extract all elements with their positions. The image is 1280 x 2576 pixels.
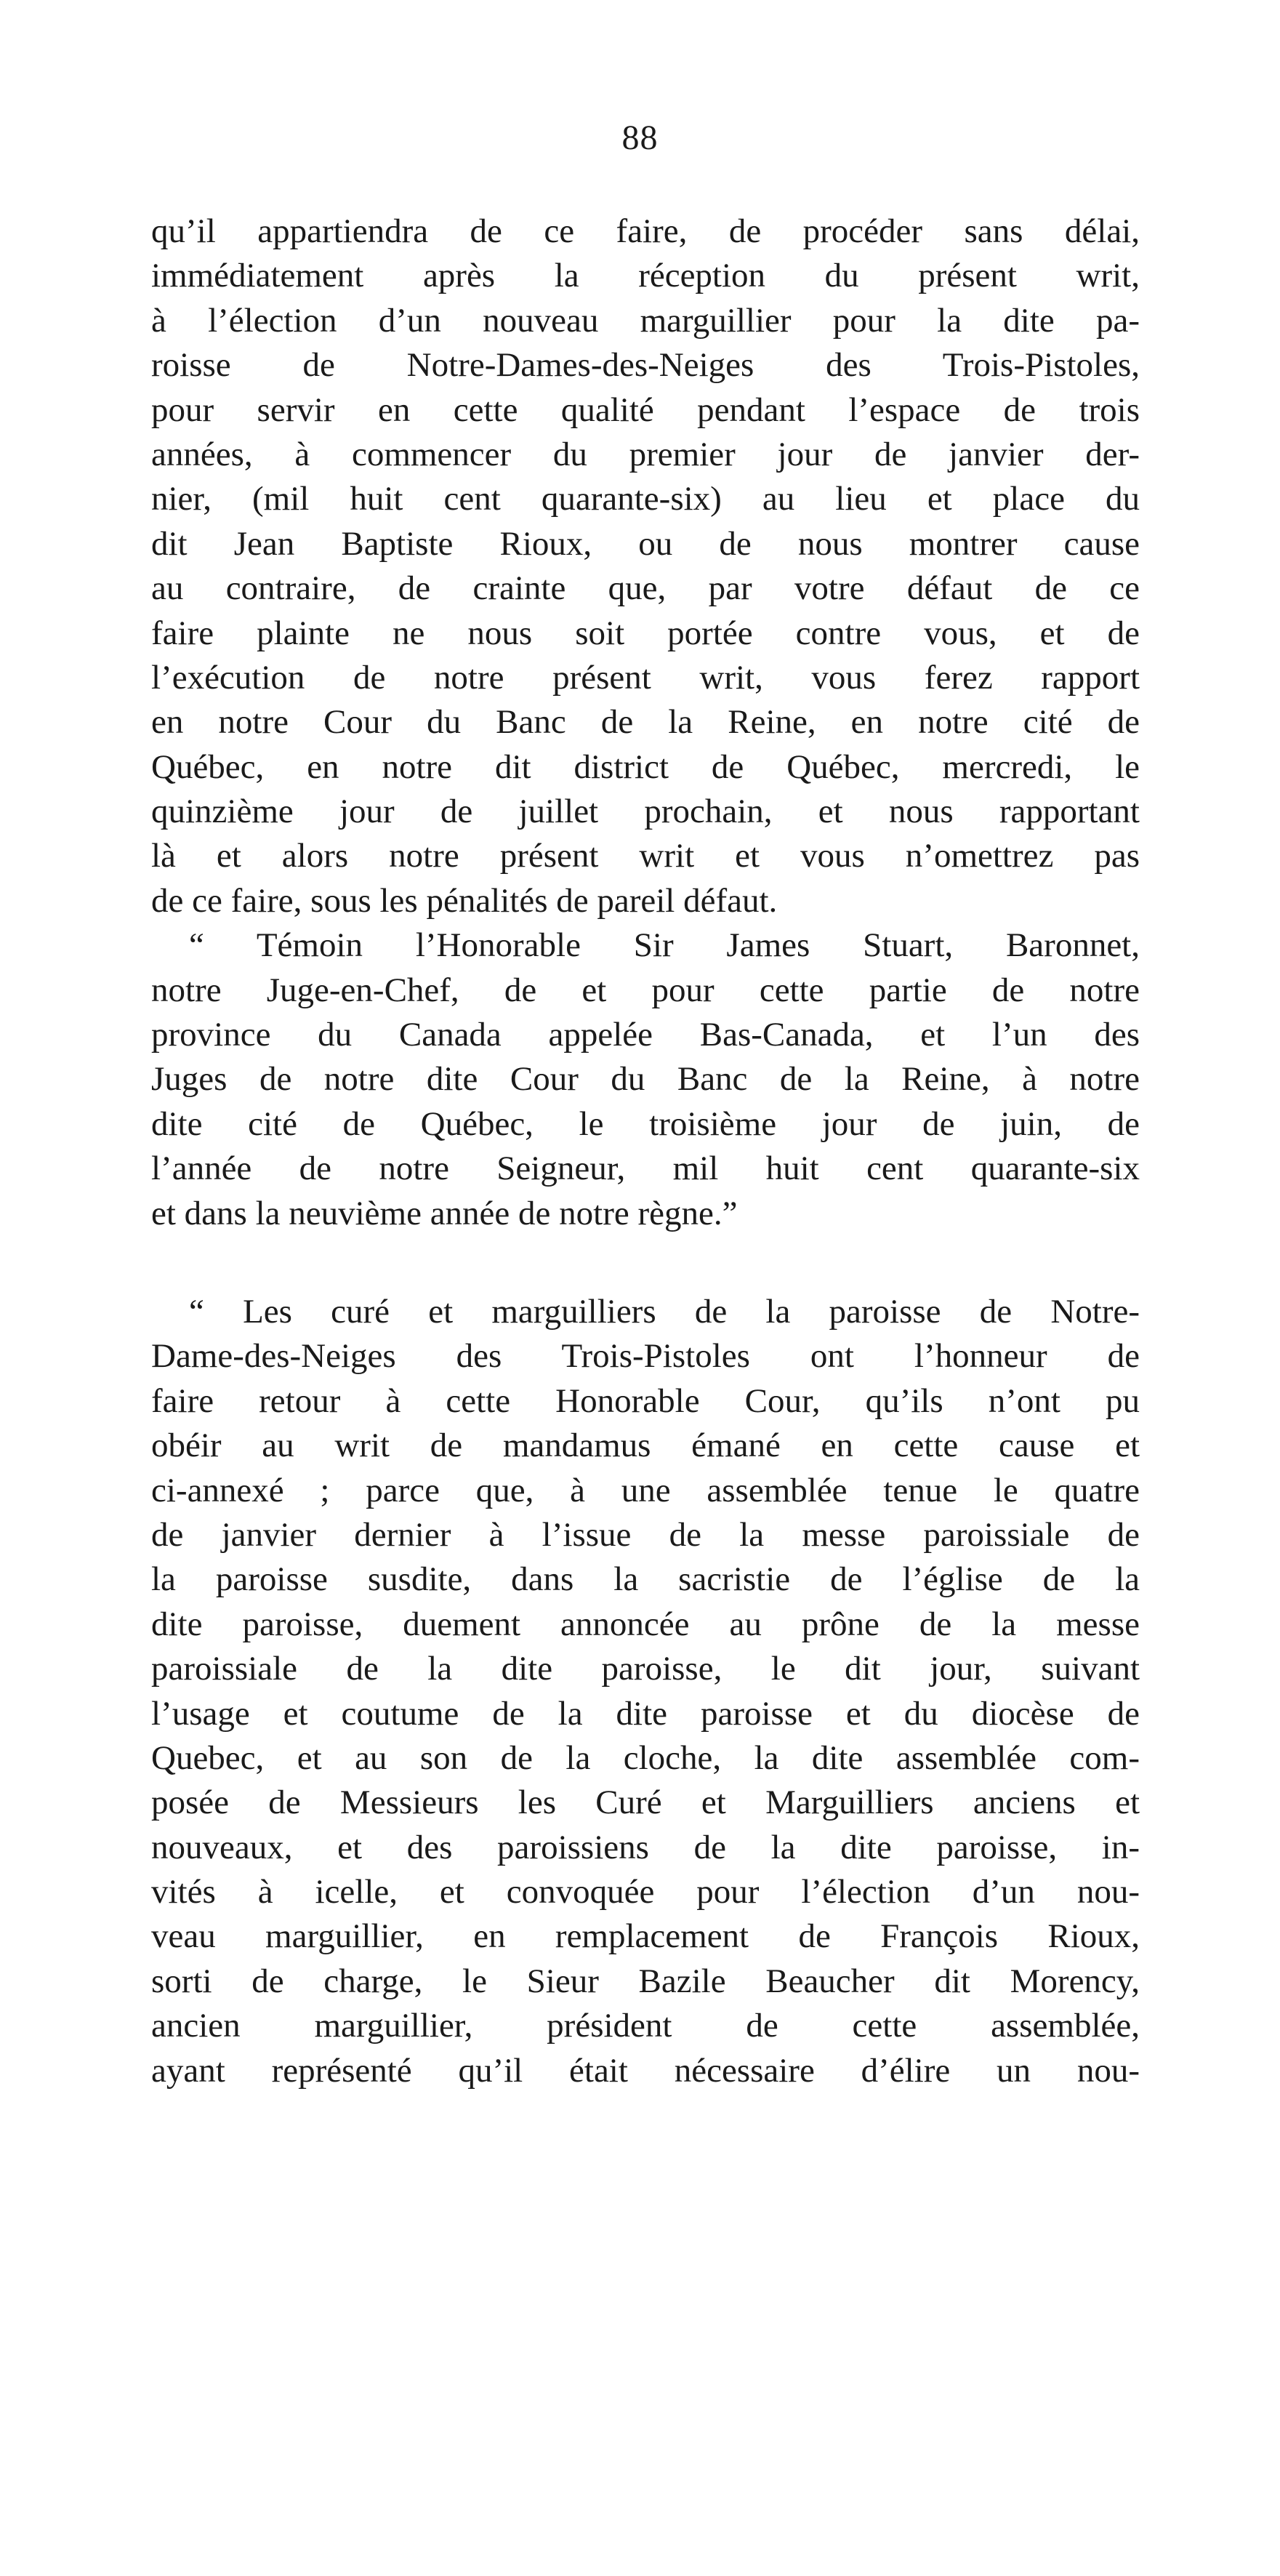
text-line: nier, (mil huit cent quarante-six) au lieu et place du (151, 480, 1140, 518)
text-line: dit Jean Baptiste Rioux, ou de nous montrer cause (151, 524, 1140, 563)
text-line: dite cité de Québec, le troisième jour de juin, de (151, 1104, 1140, 1143)
text-line: ancien marguillier, président de cette assemblée, (151, 2007, 1140, 2045)
text-line: province du Canada appelée Bas-Canada, et l’un des (151, 1016, 1140, 1054)
text-block-lower (151, 1290, 1140, 2093)
text-line: qu’il appartiendra de ce faire, de procéder sans délai, (151, 212, 1140, 250)
text-line: obéir au writ de mandamus émané en cette cause et (151, 1427, 1140, 1465)
text-line: veau marguillier, en remplacement de François Rioux, (151, 1917, 1140, 1956)
paragraph-return (151, 1290, 1140, 2093)
text-line: en notre Cour du Banc de la Reine, en notre cité de (151, 703, 1140, 742)
text-line: Dame-des-Neiges des Trois-Pistoles ont l’honneur de (151, 1337, 1140, 1376)
text-line: posée de Messieurs les Curé et Marguilliers anciens et (151, 1783, 1140, 1822)
page-number: 88 (621, 119, 659, 157)
text-line: vités à icelle, et convoquée pour l’élection d’un nou- (151, 1873, 1140, 1911)
text-line: de ce faire, sous les pénalités de pareil défaut. (151, 881, 778, 920)
text-line: de janvier dernier à l’issue de la messe paroissiale de (151, 1515, 1140, 1554)
text-line: nouveaux, et des paroissiens de la dite paroisse, in- (151, 1828, 1140, 1866)
text-line: faire retour à cette Honorable Cour, qu’ils n’ont pu (151, 1381, 1140, 1420)
text-line: Quebec, et au son de la cloche, la dite assemblée com- (151, 1738, 1140, 1777)
text-line: “ Témoin l’Honorable Sir James Stuart, Baronnet, (189, 926, 1140, 965)
text-line: dite paroisse, duement annoncée au prône de la messe (151, 1605, 1140, 1643)
paragraph-writ-text (151, 209, 1140, 923)
text-line: l’exécution de notre présent writ, vous ferez rapport (151, 658, 1140, 697)
text-line: paroissiale de la dite paroisse, le dit jour, suivant (151, 1650, 1140, 1688)
text-block-upper (151, 209, 1140, 1236)
text-line: l’usage et coutume de la dite paroisse et du diocèse de (151, 1694, 1140, 1733)
text-line: là et alors notre présent writ et vous n’omettrez pas (151, 837, 1140, 875)
text-line: à l’élection d’un nouveau marguillier pour la dite pa- (151, 301, 1140, 340)
text-line: quinzième jour de juillet prochain, et nous rapportant (151, 793, 1140, 831)
text-line: sorti de charge, le Sieur Bazile Beaucher dit Morency, (151, 1962, 1140, 2000)
text-line: Juges de notre dite Cour du Banc de la Reine, à notre (151, 1060, 1140, 1099)
text-line: roisse de Notre-Dames-des-Neiges des Trois-Pistoles, (151, 346, 1140, 385)
text-line: faire plainte ne nous soit portée contre vous, et de (151, 614, 1140, 652)
text-line: et dans la neuvième année de notre règne.” (151, 1194, 738, 1232)
text-line: au contraire, de crainte que, par votre défaut de ce (151, 569, 1140, 608)
text-line: années, à commencer du premier jour de janvier der- (151, 435, 1140, 473)
text-line: notre Juge-en-Chef, de et pour cette partie de notre (151, 971, 1140, 1009)
text-line: pour servir en cette qualité pendant l’espace de trois (151, 390, 1140, 429)
text-line: Québec, en notre dit district de Québec, mercredi, le (151, 747, 1140, 786)
text-line: immédiatement après la réception du présent writ, (151, 257, 1140, 295)
text-line: l’année de notre Seigneur, mil huit cent quarante-six (151, 1149, 1140, 1188)
text-line: ayant représenté qu’il était nécessaire d’élire un nou- (151, 2051, 1140, 2090)
text-line: ci-annexé ; parce que, à une assemblée tenue le quatre (151, 1471, 1140, 1509)
paragraph-temoin (151, 923, 1140, 1236)
text-line: “ Les curé et marguilliers de la paroisse de Notre- (189, 1293, 1140, 1331)
text-line: la paroisse susdite, dans la sacristie de l’église de la (151, 1560, 1140, 1599)
